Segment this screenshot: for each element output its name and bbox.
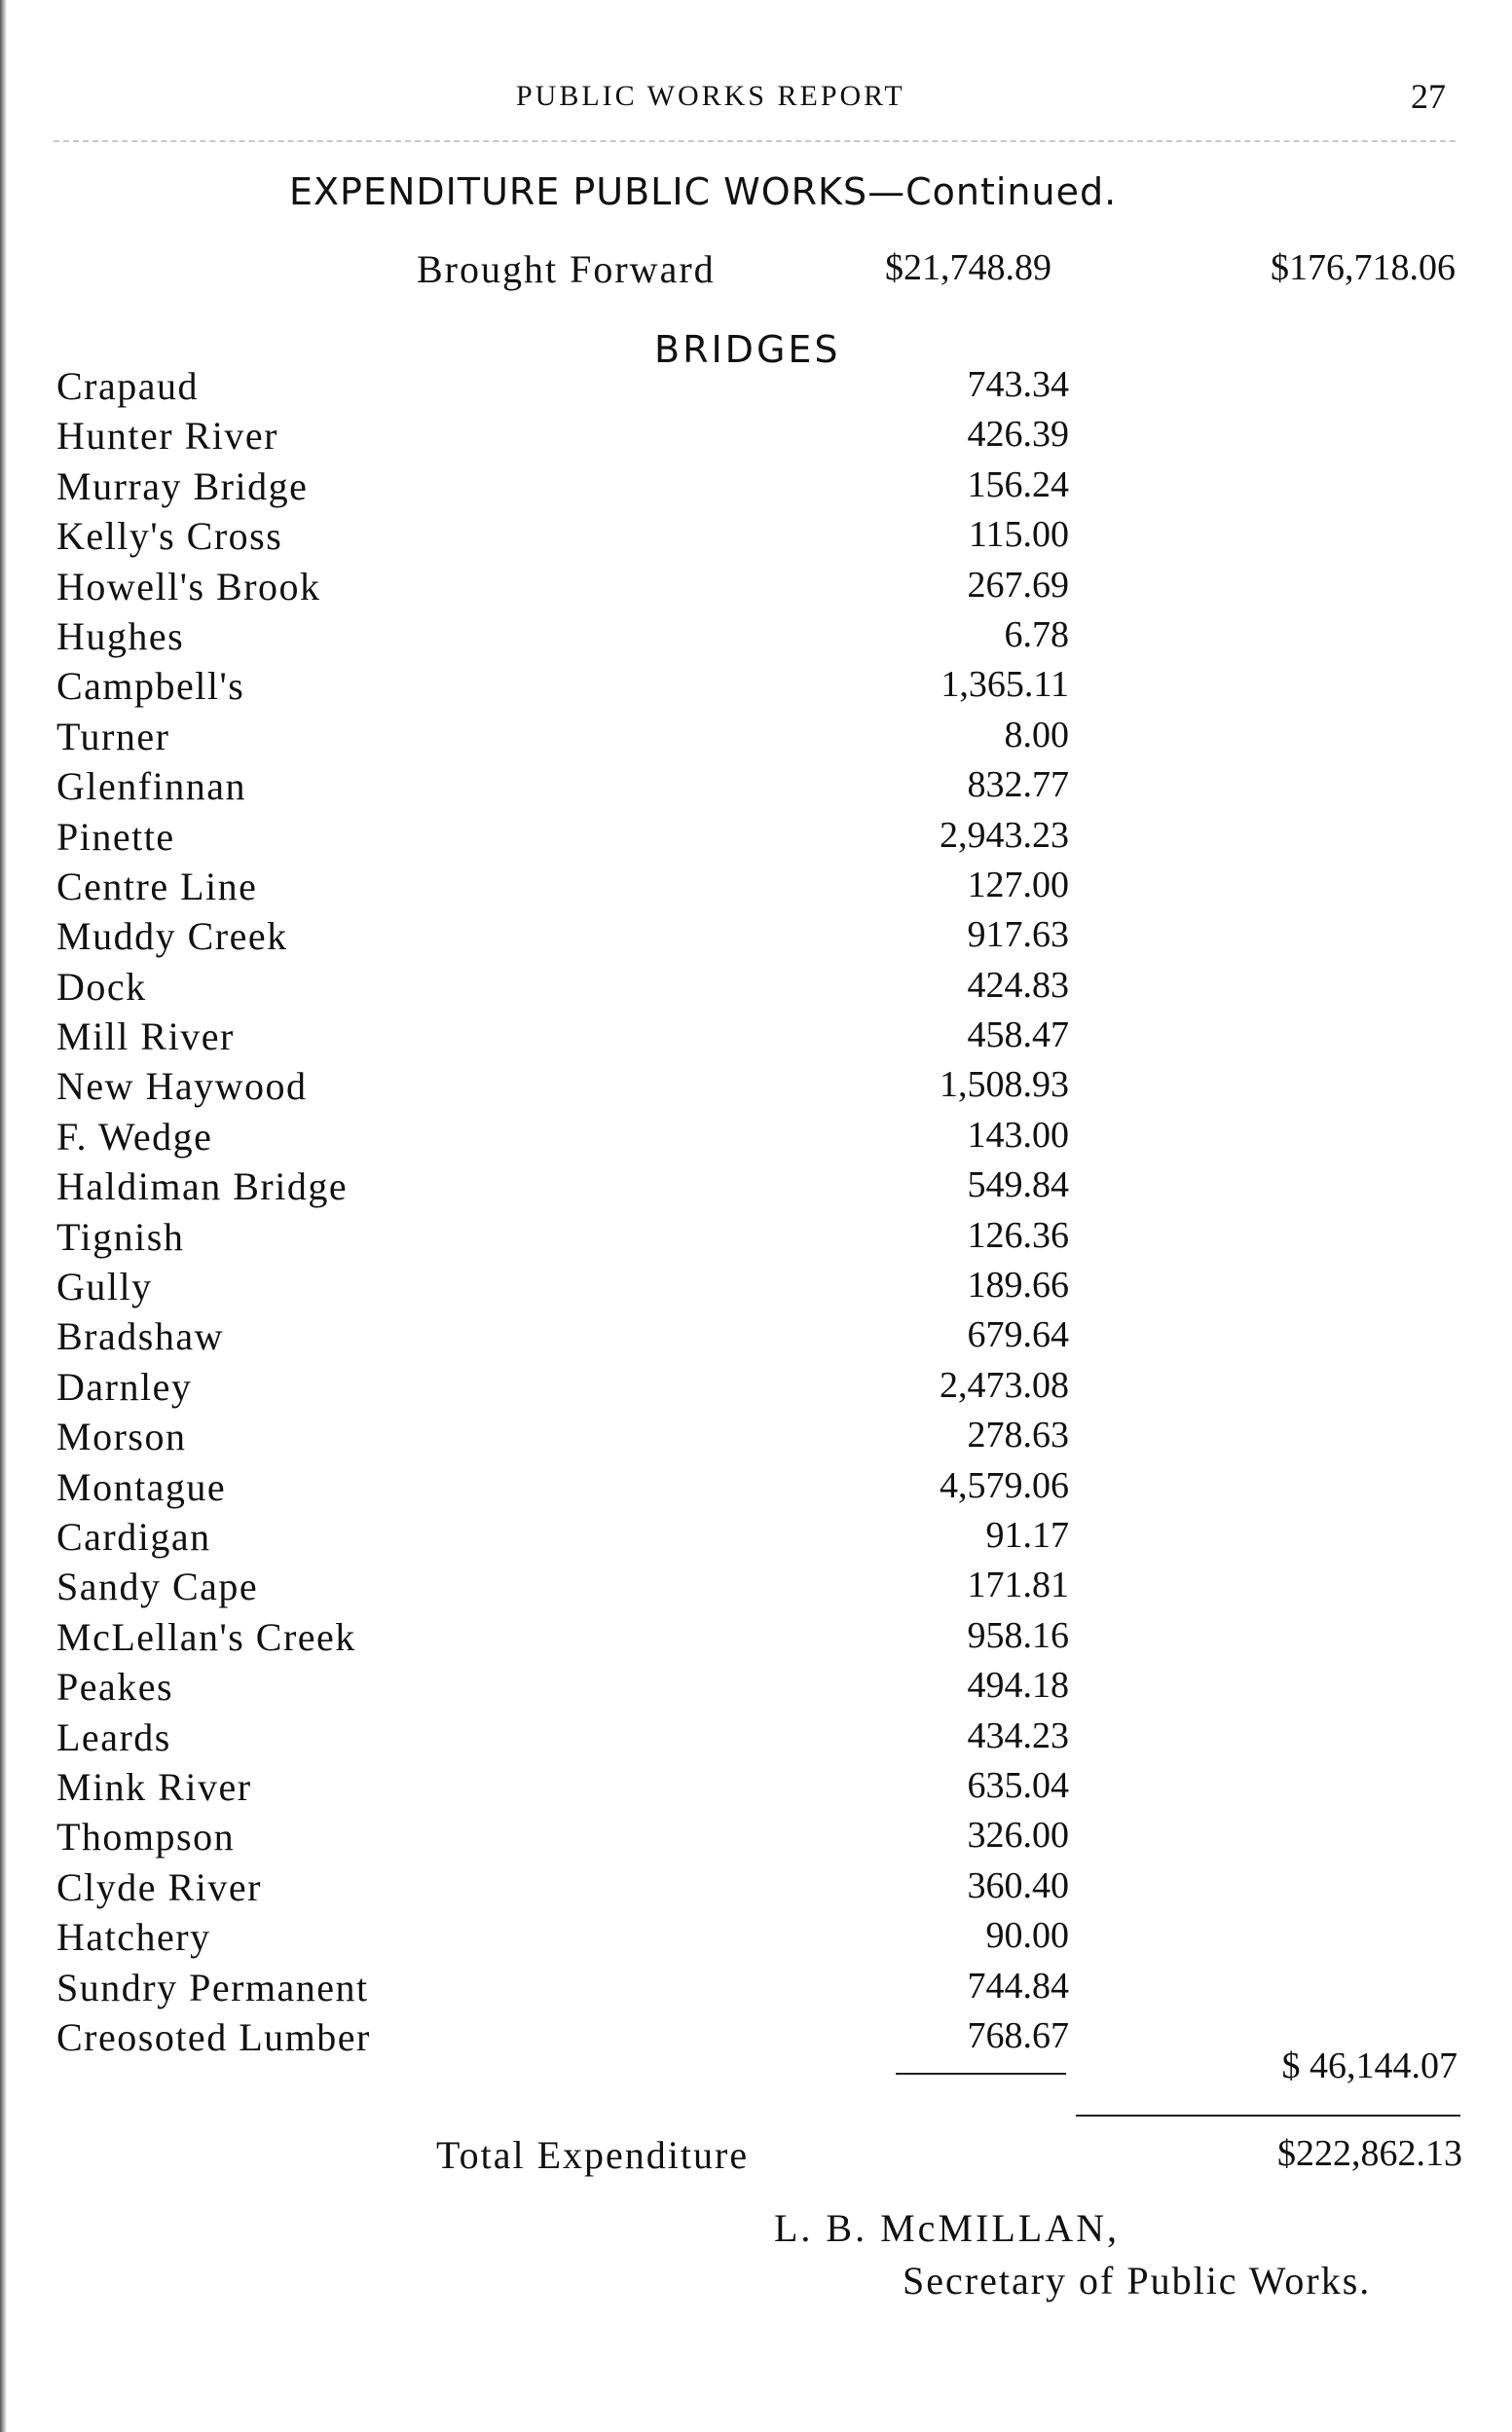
list-item bbox=[56, 459, 1069, 508]
bridge-name: Clyde River bbox=[56, 1864, 262, 1909]
bridge-name: Sundry Permanent bbox=[56, 1965, 369, 2009]
bridge-amount: 743.34 bbox=[967, 364, 1069, 405]
bridge-name: F. Wedge bbox=[56, 1114, 213, 1159]
list-item bbox=[56, 508, 1069, 558]
bridge-name: Centre Line bbox=[56, 864, 258, 908]
signatory-name: L. B. McMILLAN, bbox=[774, 2206, 1120, 2250]
section-title: EXPENDITURE PUBLIC WORKS—Continued. bbox=[289, 170, 1118, 213]
bridge-name: Mink River bbox=[56, 1764, 252, 1809]
list-item bbox=[56, 1659, 1069, 1709]
bridge-name: Leards bbox=[56, 1714, 171, 1759]
page-number: 27 bbox=[1411, 77, 1446, 116]
bridge-name: Murray Bridge bbox=[56, 463, 309, 508]
bridge-amount: 549.84 bbox=[967, 1164, 1069, 1206]
bridge-name: Turner bbox=[56, 714, 170, 758]
list-item bbox=[56, 1009, 1069, 1058]
list-item bbox=[56, 1710, 1069, 1759]
bridge-amount: 278.63 bbox=[967, 1415, 1069, 1456]
bridge-name: Tignish bbox=[56, 1214, 185, 1259]
bridge-name: Sandy Cape bbox=[56, 1565, 259, 1609]
bridges-heading: BRIDGES bbox=[654, 328, 841, 371]
list-item bbox=[56, 1159, 1069, 1208]
list-item bbox=[56, 1909, 1069, 1959]
bridge-amount: 1,508.93 bbox=[940, 1064, 1069, 1106]
bridge-name: Haldiman Bridge bbox=[56, 1164, 349, 1209]
bridge-name: Howell's Brook bbox=[56, 564, 321, 608]
bridge-name: New Haywood bbox=[56, 1064, 308, 1109]
list-item bbox=[56, 608, 1069, 658]
bridge-amount: 2,943.23 bbox=[940, 814, 1069, 856]
list-item bbox=[56, 859, 1069, 908]
bridge-amount: 326.00 bbox=[967, 1815, 1069, 1857]
page-spine-edge bbox=[0, 0, 7, 2432]
bridge-amount: 6.78 bbox=[1004, 613, 1069, 655]
bridge-amount: 832.77 bbox=[967, 764, 1069, 806]
bridge-name: Muddy Creek bbox=[56, 914, 288, 959]
bridge-name: Bradshaw bbox=[56, 1314, 224, 1359]
total-rule bbox=[1076, 2115, 1460, 2117]
list-item bbox=[56, 959, 1069, 1009]
list-item bbox=[56, 1308, 1069, 1358]
bridge-amount: 360.40 bbox=[967, 1864, 1069, 1906]
list-item bbox=[56, 1759, 1069, 1809]
bridge-name: Glenfinnan bbox=[56, 764, 246, 809]
bridge-items-list bbox=[56, 358, 1069, 2059]
bridge-name: Hughes bbox=[56, 613, 185, 658]
bridge-amount: 2,473.08 bbox=[940, 1364, 1069, 1406]
bridge-amount: 424.83 bbox=[967, 964, 1069, 1006]
bridge-amount: 679.64 bbox=[967, 1314, 1069, 1356]
bridge-name: Hunter River bbox=[56, 414, 278, 459]
header-rule bbox=[54, 140, 1456, 142]
bridge-name: Morson bbox=[56, 1415, 187, 1459]
bridge-amount: 434.23 bbox=[967, 1714, 1069, 1756]
bridge-name: McLellan's Creek bbox=[56, 1614, 356, 1659]
bridge-amount: 126.36 bbox=[967, 1214, 1069, 1256]
bridge-name: Pinette bbox=[56, 814, 175, 859]
bridge-name: Thompson bbox=[56, 1815, 236, 1860]
list-item bbox=[56, 1809, 1069, 1859]
bridge-amount: 4,579.06 bbox=[940, 1464, 1069, 1506]
bridge-amount: 115.00 bbox=[968, 514, 1069, 556]
signatory-title: Secretary of Public Works. bbox=[903, 2259, 1372, 2303]
list-item bbox=[56, 908, 1069, 958]
bridge-amount: 635.04 bbox=[967, 1764, 1069, 1806]
bridge-amount: 458.47 bbox=[967, 1014, 1069, 1056]
bridge-name: Creosoted Lumber bbox=[56, 2014, 371, 2059]
list-item bbox=[56, 1409, 1069, 1458]
list-item bbox=[56, 658, 1069, 708]
list-item bbox=[56, 1559, 1069, 1608]
bridge-amount: 171.81 bbox=[967, 1565, 1069, 1606]
bridge-name: Montague bbox=[56, 1464, 227, 1509]
total-expenditure-value: $222,862.13 bbox=[1277, 2133, 1462, 2174]
bridge-name: Darnley bbox=[56, 1364, 193, 1409]
bridge-amount: 127.00 bbox=[967, 864, 1069, 905]
brought-forward-middle-amount: $21,748.89 bbox=[885, 247, 1051, 288]
list-item bbox=[56, 709, 1069, 758]
bridge-amount: 494.18 bbox=[967, 1665, 1069, 1707]
bridge-amount: 91.17 bbox=[985, 1514, 1069, 1556]
list-item bbox=[56, 1960, 1069, 2009]
list-item bbox=[56, 1209, 1069, 1259]
bridge-name: Hatchery bbox=[56, 1915, 211, 1960]
bridge-amount: 156.24 bbox=[967, 463, 1069, 505]
list-item bbox=[56, 408, 1069, 458]
list-item bbox=[56, 559, 1069, 608]
bridge-amount: 90.00 bbox=[985, 1915, 1069, 1957]
bridge-amount: 744.84 bbox=[967, 1965, 1069, 2007]
list-item bbox=[56, 1259, 1069, 1308]
list-item bbox=[56, 1109, 1069, 1159]
bridge-name: Gully bbox=[56, 1265, 153, 1309]
list-item bbox=[56, 1459, 1069, 1509]
running-head: PUBLIC WORKS REPORT bbox=[516, 80, 905, 112]
brought-forward-label: Brought Forward bbox=[417, 247, 716, 291]
list-item bbox=[56, 1509, 1069, 1559]
list-item bbox=[56, 1860, 1069, 1909]
bridge-amount: 958.16 bbox=[967, 1614, 1069, 1656]
bridge-name: Mill River bbox=[56, 1014, 235, 1059]
list-item bbox=[56, 809, 1069, 859]
bridge-name: Kelly's Cross bbox=[56, 514, 283, 559]
list-item bbox=[56, 2009, 1069, 2059]
list-item bbox=[56, 758, 1069, 808]
list-item bbox=[56, 1058, 1069, 1108]
bridge-amount: 426.39 bbox=[967, 414, 1069, 456]
total-expenditure-label: Total Expenditure bbox=[436, 2133, 750, 2177]
bridge-name: Dock bbox=[56, 964, 147, 1009]
brought-forward-right-amount: $176,718.06 bbox=[1271, 247, 1456, 288]
bridges-subtotal: $ 46,144.07 bbox=[1281, 2045, 1457, 2086]
subtotal-rule bbox=[896, 2073, 1066, 2075]
bridge-amount: 917.63 bbox=[967, 914, 1069, 956]
bridge-amount: 768.67 bbox=[967, 2014, 1069, 2056]
bridge-amount: 1,365.11 bbox=[940, 664, 1069, 706]
bridge-amount: 8.00 bbox=[1004, 714, 1069, 755]
bridge-amount: 189.66 bbox=[967, 1265, 1069, 1307]
list-item bbox=[56, 1359, 1069, 1409]
bridge-name: Campbell's bbox=[56, 664, 245, 709]
list-item bbox=[56, 1609, 1069, 1659]
list-item bbox=[56, 358, 1069, 408]
bridge-amount: 143.00 bbox=[967, 1114, 1069, 1156]
bridge-amount: 267.69 bbox=[967, 564, 1069, 606]
bridge-name: Peakes bbox=[56, 1665, 174, 1710]
bridge-name: Crapaud bbox=[56, 364, 200, 408]
bridge-name: Cardigan bbox=[56, 1514, 211, 1559]
